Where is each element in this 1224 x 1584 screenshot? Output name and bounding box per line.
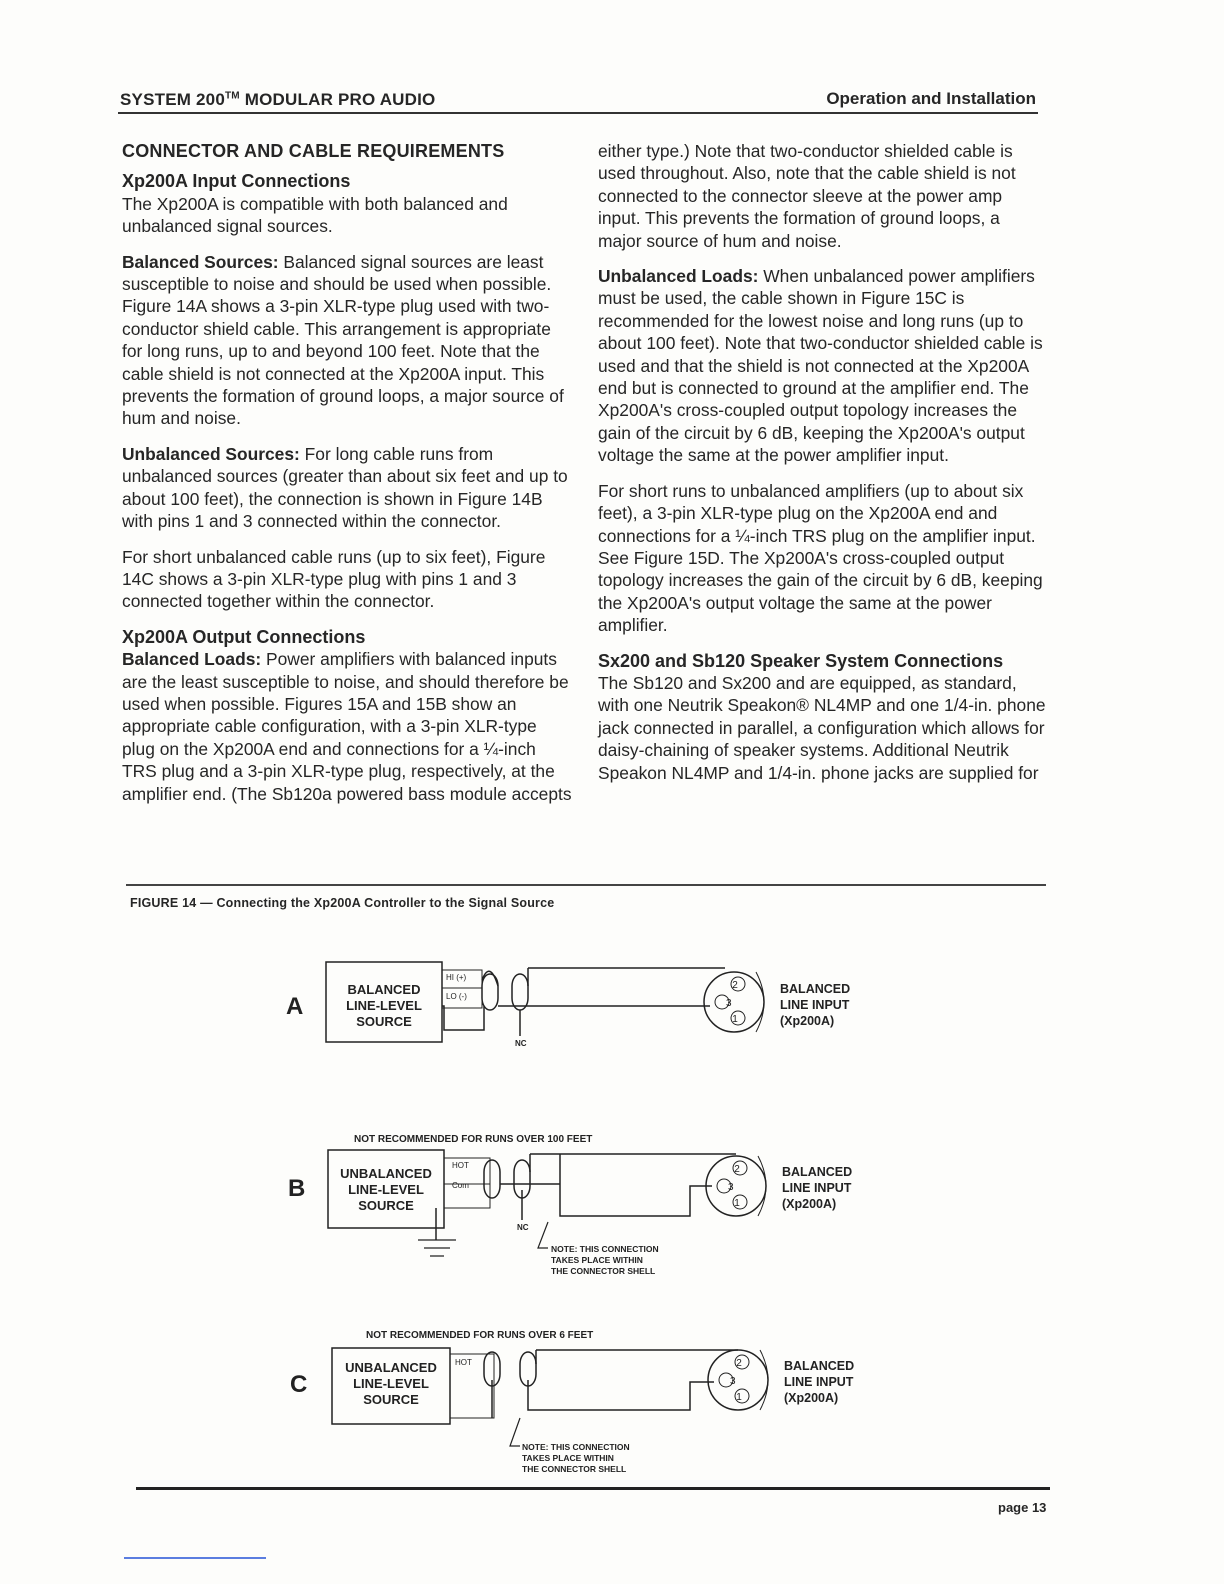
short-runs-amplifiers-paragraph: For short runs to unbalanced amplifiers (up to about six feet), a 3-pin XLR-type plug on the Xp200A end and connections for a ¼-inch TRS plug on the amplifier input. See Figure 15D. The Xp200A's cross-coupled output topology increases the gain of the circuit by 6 dB, keeping the Xp200A's output voltage the same at the power amplifier. (598, 480, 1043, 636)
b-ground-symbol (418, 1240, 456, 1256)
diagram-a-letter: A (286, 993, 304, 1020)
page-number: page 13 (998, 1500, 1047, 1515)
unbalanced-loads-paragraph: Unbalanced Loads: When unbalanced power amplifiers must be used, the cable shown in Figure 15C is recommended for the lowest noise and long runs (up to about 100 feet). Note that two-conductor shielded cable is used and that the shield is not connected at the Xp200A end but is connected to ground at the amplifier end. The Xp200A's cross-coupled output topology increases the gain of the circuit by 6 dB, keeping the Xp200A's output voltage the same at the power amplifier input. (598, 266, 1043, 466)
b-com-label: Com (452, 1181, 469, 1190)
a-cable-loop-2 (512, 974, 528, 1010)
b-note-line-1: NOTE: THIS CONNECTION (551, 1244, 659, 1254)
a-source-line-1: BALANCED (347, 982, 421, 997)
c-source-line-2: LINE-LEVEL (353, 1376, 429, 1391)
output-connections-title: Xp200A Output Connections (122, 626, 366, 647)
c-pin-3: 3 (730, 1376, 736, 1387)
b-dest-line-2: LINE INPUT (782, 1181, 852, 1195)
a-dest-line-3: (Xp200A) (780, 1014, 835, 1028)
a-dest-line-1: BALANCED (780, 982, 851, 996)
b-pin-3: 3 (728, 1182, 734, 1193)
a-source-line-3: SOURCE (356, 1014, 412, 1029)
a-pin-3: 3 (726, 998, 732, 1009)
b-cable-loop-1 (484, 1160, 500, 1198)
b-note-line-3: THE CONNECTOR SHELL (551, 1266, 656, 1276)
b-pin-1: 1 (734, 1198, 740, 1209)
a-lo-label: LO (-) (446, 992, 467, 1001)
b-source-line-3: SOURCE (358, 1198, 414, 1213)
c-note-line-2: TAKES PLACE WITHIN (522, 1453, 614, 1463)
unbalanced-sources-paragraph: Unbalanced Sources: For long cable runs from unbalanced sources (greater than about six feet and up to about 100 feet), the connection is shown in Figure 14B with pins 1 and 3 connected within the connector. (122, 443, 568, 532)
b-nc-label: NC (517, 1223, 529, 1232)
section-title: CONNECTOR AND CABLE REQUIREMENTS (122, 141, 505, 161)
b-warning: NOT RECOMMENDED FOR RUNS OVER 100 FEET (354, 1134, 593, 1145)
running-header-left: SYSTEM 200™ MODULAR PRO AUDIO (120, 90, 436, 109)
b-hot-label: HOT (452, 1161, 469, 1170)
c-source-line-3: SOURCE (363, 1392, 419, 1407)
balanced-sources-label: Balanced Sources: (122, 251, 279, 272)
c-source-line-1: UNBALANCED (345, 1360, 437, 1375)
a-pin-2: 2 (732, 980, 738, 991)
c-dest-line-1: BALANCED (784, 1359, 855, 1373)
c-wire-return (528, 1380, 714, 1410)
c-warning: NOT RECOMMENDED FOR RUNS OVER 6 FEET (366, 1330, 594, 1341)
scan-artifact-line (124, 1557, 266, 1559)
figure-caption: FIGURE 14 — Connecting the Xp200A Controller to the Signal Source (130, 896, 555, 910)
continued-paragraph: either type.) Note that two-conductor shielded cable is used throughout. Also, note that the cable shield is not connected to the connector sleeve at the power amp input. This prevents the formation of ground loops, a major source of hum and noise. (598, 141, 1016, 251)
c-pin-2: 2 (736, 1358, 742, 1369)
balanced-sources-paragraph: Balanced Sources: Balanced signal sources are least susceptible to noise and should be used when possible. Figure 14A shows a 3-pin XLR-type plug used with two-conductor shield cable. This arrangement is appropriate for long runs, up to and beyond 100 feet. Note that the cable shield is not connected at the Xp200A input. This prevents the formation of ground loops, a major source of hum and noise. (122, 251, 564, 429)
footer-rule (136, 1487, 1050, 1490)
running-header-right: Operation and Installation (826, 89, 1036, 108)
c-dest-line-2: LINE INPUT (784, 1375, 854, 1389)
c-note-line-1: NOTE: THIS CONNECTION (522, 1442, 630, 1452)
unbalanced-sources-label: Unbalanced Sources: (122, 443, 300, 464)
speaker-connections-title: Sx200 and Sb120 Speaker System Connections (598, 650, 1004, 671)
a-nc-label: NC (515, 1039, 527, 1048)
a-dest-line-2: LINE INPUT (780, 998, 850, 1012)
input-intro: The Xp200A is compatible with both balanced and unbalanced signal sources. (122, 193, 508, 237)
c-note-line-3: THE CONNECTOR SHELL (522, 1464, 627, 1474)
b-source-line-1: UNBALANCED (340, 1166, 432, 1181)
c-hot-label: HOT (455, 1358, 472, 1367)
short-runs-paragraph: For short unbalanced cable runs (up to six feet), Figure 14C shows a 3-pin XLR-type plug with pins 1 and 3 connected together within the connector. (122, 546, 546, 612)
a-pin-1: 1 (732, 1014, 738, 1025)
b-pin-2: 2 (734, 1164, 740, 1175)
b-dest-line-3: (Xp200A) (782, 1197, 837, 1211)
c-pin-1: 1 (736, 1392, 742, 1403)
a-hi-label: HI (+) (446, 973, 467, 982)
diagram-c-letter: C (290, 1371, 308, 1398)
b-note-line-2: TAKES PLACE WITHIN (551, 1255, 643, 1265)
balanced-loads-label: Balanced Loads: (122, 649, 262, 670)
c-dest-line-3: (Xp200A) (784, 1391, 839, 1405)
input-connections-title: Xp200A Input Connections (122, 171, 351, 192)
a-source-line-2: LINE-LEVEL (346, 998, 422, 1013)
speaker-paragraph: The Sb120 and Sx200 and are equipped, as standard, with one Neutrik Speakon® NL4MP and one 1/4-in. phone jack connected in parallel, a configuration which allows for daisy-chaining of speaker systems. Additional Neutrik Speakon NL4MP and 1/4-in. phone jacks are supplied for (598, 672, 1046, 783)
b-source-line-2: LINE-LEVEL (348, 1182, 424, 1197)
balanced-loads-paragraph: Balanced Loads: Power amplifiers with balanced inputs are the least susceptible to noise, and should therefore be used when possible. Figures 15A and 15B show an appropriate cable configuration, with a 3-pin XLR-type plug on the Xp200A end and connections for a ¼-inch TRS plug and a 3-pin XLR-type plug, respectively, at the amplifier end. (The Sb120a powered bass module accepts (122, 649, 572, 804)
diagram-b-letter: B (288, 1175, 306, 1202)
b-dest-line-1: BALANCED (782, 1165, 853, 1179)
unbalanced-loads-label: Unbalanced Loads: (598, 266, 759, 287)
